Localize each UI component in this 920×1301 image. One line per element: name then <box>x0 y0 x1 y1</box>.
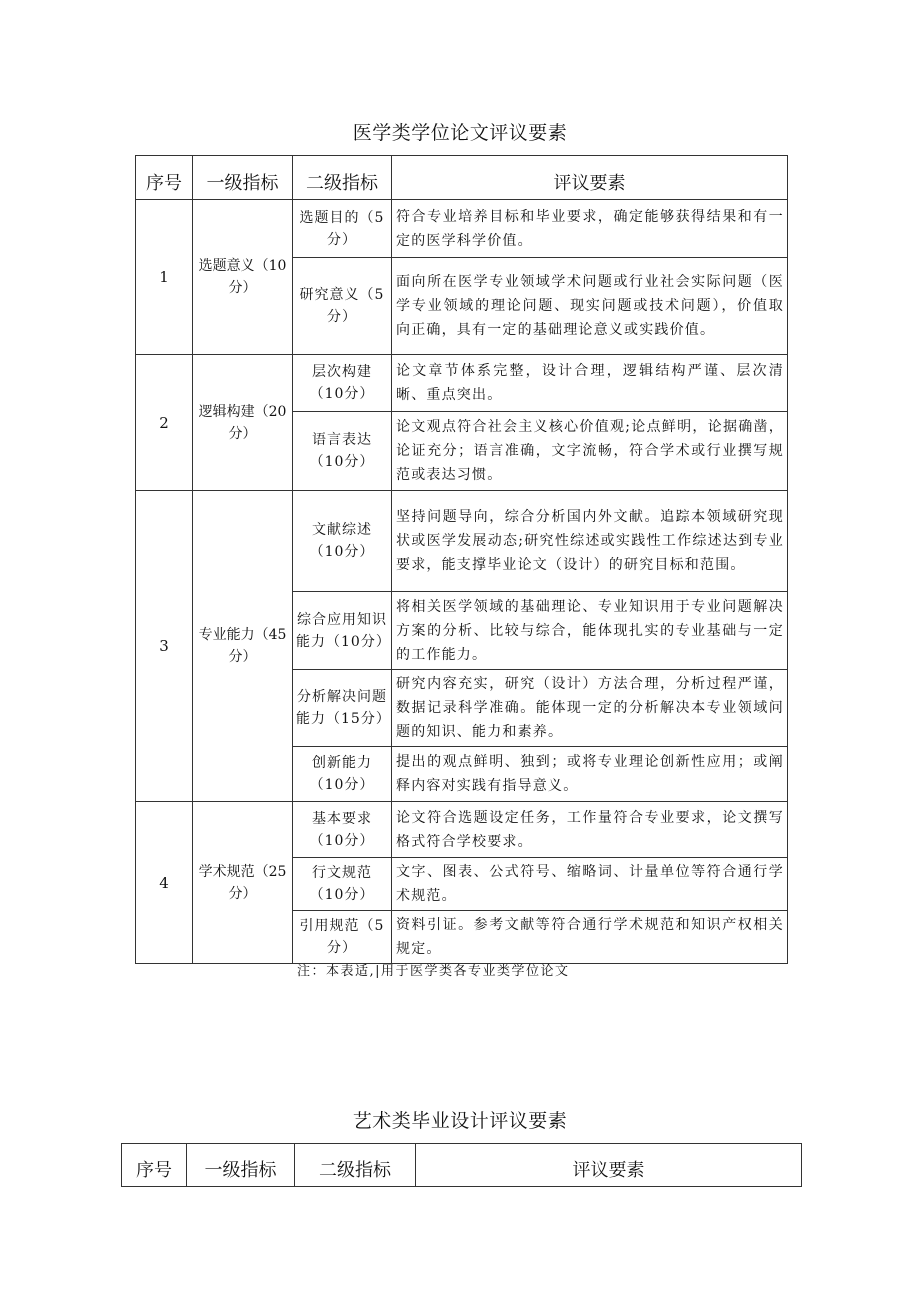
header-criteria: 评议要素 <box>416 1144 802 1187</box>
criteria-text: 将相关医学领域的基础理论、专业知识用于专业问题解决方案的分析、比较与综合，能体现扎实的专业基础与一定的工作能力。 <box>392 592 788 670</box>
level2-indicator: 创新能力（10分） <box>293 747 392 802</box>
level2-indicator: 基本要求（10分） <box>293 802 392 858</box>
header-index: 序号 <box>136 156 193 200</box>
table-row <box>136 200 788 258</box>
level1-indicator: 专业能力（45分） <box>193 491 293 802</box>
art-table-title: 艺术类毕业设计评议要素 <box>352 1110 568 1132</box>
table-row <box>136 491 788 592</box>
criteria-text: 符合专业培养目标和毕业要求，确定能够获得结果和有一定的医学科学价值。 <box>392 200 788 258</box>
criteria-text: 提出的观点鲜明、独到；或将专业理论创新性应用；或阐释内容对实践有指导意义。 <box>392 747 788 802</box>
header-criteria: 评议要素 <box>392 156 788 200</box>
criteria-text: 研究内容充实，研究（设计）方法合理，分析过程严谨，数据记录科学准确。能体现一定的分析解决本专业领域问题的知识、能力和素养。 <box>392 670 788 747</box>
medical-table-title: 医学类学位论文评议要素 <box>352 122 568 144</box>
table-row <box>136 802 788 858</box>
criteria-text: 坚持问题导向，综合分析国内外文献。追踪本领域研究现状或医学发展动态;研究性综述或实践性工作综述达到专业要求，能支撑毕业论文（设计）的研究目标和范围。 <box>392 491 788 592</box>
level1-indicator: 逻辑构建（20分） <box>193 355 293 491</box>
header-level2: 二级指标 <box>295 1144 416 1187</box>
header-index: 序号 <box>122 1144 187 1187</box>
level1-indicator: 学术规范（25分） <box>193 802 293 964</box>
level2-indicator: 语言表达（10分） <box>293 412 392 491</box>
level2-indicator: 综合应用知识能力（10分） <box>293 592 392 670</box>
criteria-text: 论文符合选题设定任务，工作量符合专业要求，论文撰写格式符合学校要求。 <box>392 802 788 858</box>
header-level1: 一级指标 <box>187 1144 295 1187</box>
level2-indicator: 层次构建（10分） <box>293 355 392 412</box>
table-header-row <box>136 156 788 200</box>
header-level1: 一级指标 <box>193 156 293 200</box>
level2-indicator: 研究意义（5分） <box>293 258 392 355</box>
level2-indicator: 引用规范（5分） <box>293 911 392 964</box>
table-header-row <box>122 1144 802 1187</box>
table-row <box>136 355 788 412</box>
header-level2: 二级指标 <box>293 156 392 200</box>
art-criteria-table <box>121 1143 802 1187</box>
level1-indicator: 选题意义（10分） <box>193 200 293 355</box>
row-index: 4 <box>136 802 193 964</box>
row-index: 2 <box>136 355 193 491</box>
table-note: 注：本表适,|用于医学类各专业类学位论文 <box>297 964 570 979</box>
row-index: 3 <box>136 491 193 802</box>
criteria-text: 论文观点符合社会主义核心价值观;论点鲜明，论据确凿，论证充分；语言准确，文字流畅，符合学术或行业撰写规范或表达习惯。 <box>392 412 788 491</box>
criteria-text: 论文章节体系完整，设计合理，逻辑结构严谨、层次清晰、重点突出。 <box>392 355 788 412</box>
level2-indicator: 选题目的（5分） <box>293 200 392 258</box>
level2-indicator: 文献综述（10分） <box>293 491 392 592</box>
criteria-text: 资料引证。参考文献等符合通行学术规范和知识产权相关规定。 <box>392 911 788 964</box>
level2-indicator: 行文规范（10分） <box>293 858 392 911</box>
criteria-text: 文字、图表、公式符号、缩略词、计量单位等符合通行学术规范。 <box>392 858 788 911</box>
medical-criteria-table <box>135 155 788 964</box>
criteria-text: 面向所在医学专业领域学术问题或行业社会实际问题（医学专业领域的理论问题、现实问题或技术问题），价值取向正确，具有一定的基础理论意义或实践价值。 <box>392 258 788 355</box>
row-index: 1 <box>136 200 193 355</box>
level2-indicator: 分析解决问题能力（15分） <box>293 670 392 747</box>
